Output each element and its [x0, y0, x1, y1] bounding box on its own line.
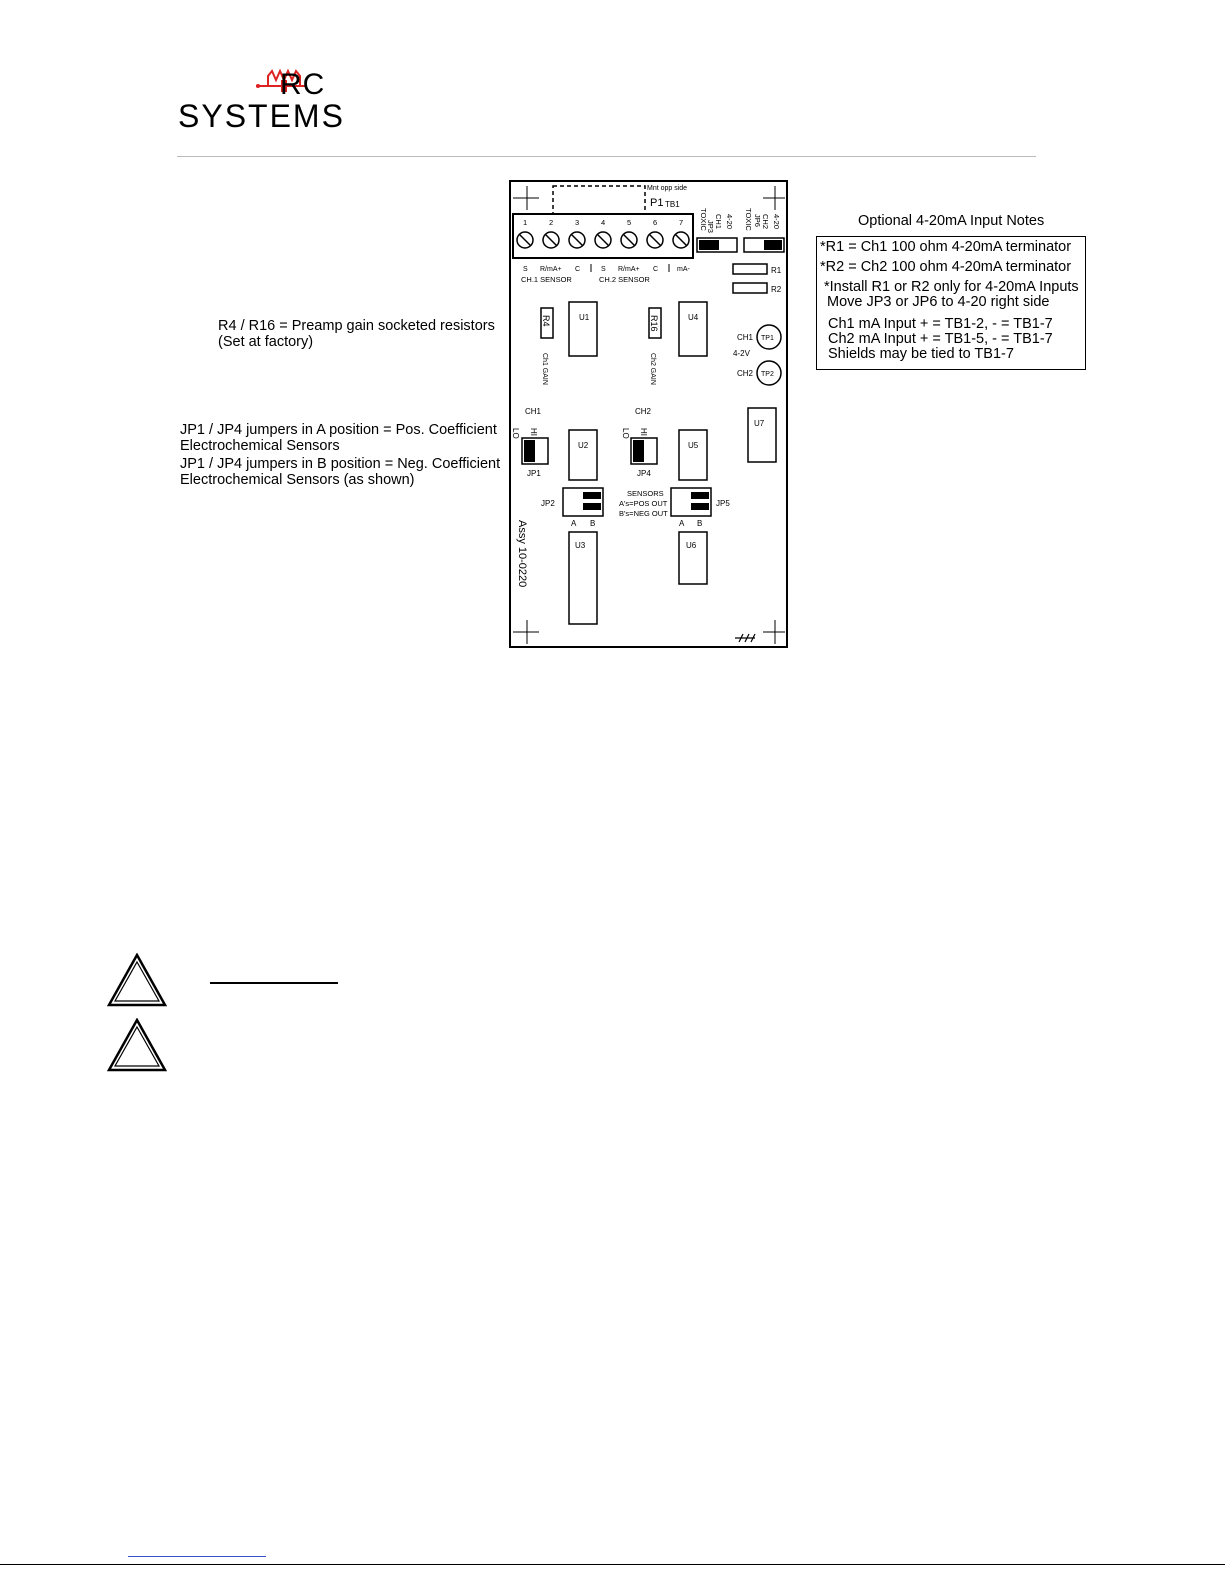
- logo-rc-text: RC: [280, 68, 326, 101]
- terminal-number: 1: [523, 218, 528, 227]
- logo-systems-text: SYSTEMS: [178, 98, 345, 134]
- r1-label: R1: [771, 266, 782, 275]
- term-label: S: [523, 266, 528, 273]
- jp3-ch1-label: CH1: [714, 214, 723, 230]
- term-label: C: [575, 266, 581, 273]
- heading-underline: [210, 982, 338, 984]
- sensors-neg: B's=NEG OUT: [619, 509, 668, 518]
- note-line: *R2 = Ch2 100 ohm 4-20mA terminator: [820, 259, 1072, 275]
- tp2-ch2-label: CH2: [737, 369, 754, 378]
- jp6-toxic-label: TOXIC: [744, 208, 753, 231]
- tp1-label: TP1: [761, 335, 774, 342]
- r2-label: R2: [771, 285, 782, 294]
- jp1-lo-label: LO: [511, 428, 520, 439]
- jp-b-note-line-2: Electrochemical Sensors (as shown): [180, 472, 415, 488]
- p1-label: P1: [650, 197, 664, 209]
- term-label: mA-: [677, 266, 690, 273]
- r4-label: R4: [541, 315, 551, 327]
- input-notes-title: Optional 4-20mA Input Notes: [858, 213, 1045, 229]
- gain-note-line-2: (Set at factory): [218, 334, 314, 350]
- jp4-lo-label: LO: [621, 428, 630, 439]
- r1-resistor: [733, 264, 767, 274]
- jp5-label: JP5: [716, 499, 730, 508]
- jp4-hi-label: HI: [639, 428, 648, 436]
- jp-a-note-line-2: Electrochemical Sensors: [180, 438, 340, 454]
- u5-label: U5: [688, 441, 699, 450]
- term-label: R/mA+: [540, 266, 562, 273]
- note-line: Move JP3 or JP6 to 4-20 right side: [827, 294, 1050, 310]
- v42-label: 4-2V: [733, 349, 750, 358]
- jp1-label: JP1: [527, 469, 541, 478]
- footer-link-underline[interactable]: [128, 1556, 266, 1557]
- note-line: Ch2 mA Input + = TB1-5, - = TB1-7: [828, 331, 1053, 347]
- u7-chip: [748, 408, 776, 462]
- jp4-label: JP4: [637, 469, 651, 478]
- note-line: Ch1 mA Input + = TB1-2, - = TB1-7: [828, 316, 1053, 332]
- ch2-gain-label: Ch2 GAIN: [649, 353, 656, 385]
- footer-divider: [0, 1564, 1225, 1565]
- jp1-ch1-label: CH1: [525, 407, 542, 416]
- term-label: S: [601, 266, 606, 273]
- jp4-ch2-label: CH2: [635, 407, 652, 416]
- sensors-title: SENSORS: [627, 489, 664, 498]
- jp-a-note-line-1: JP1 / JP4 jumpers in A position = Pos. Coefficient: [180, 422, 497, 438]
- terminal-number: 6: [653, 218, 658, 227]
- header-divider: [177, 156, 1036, 157]
- mnt-label: Mnt opp side: [647, 185, 688, 192]
- sensors-pos: A's=POS OUT: [619, 499, 668, 508]
- terminal-number: 4: [601, 218, 606, 227]
- term-label: R/mA+: [618, 266, 640, 273]
- terminal-number: 3: [575, 218, 580, 227]
- jp5-a-label: A: [679, 519, 685, 528]
- assy-label: Assy 10-0220: [516, 520, 528, 588]
- note-line: *Install R1 or R2 only for 4-20mA Inputs: [824, 279, 1079, 295]
- circuit-board-diagram: [509, 180, 788, 648]
- gain-note-line-1: R4 / R16 = Preamp gain socketed resistors: [218, 318, 495, 334]
- r16-label: R16: [649, 315, 659, 332]
- r2-resistor: [733, 283, 767, 293]
- u1-label: U1: [579, 313, 590, 322]
- term-label: C: [653, 266, 659, 273]
- tp1-ch1-label: CH1: [737, 333, 754, 342]
- jp6-label: JP6: [753, 214, 762, 227]
- tp2-label: TP2: [761, 371, 774, 378]
- note-line: Shields may be tied to TB1-7: [828, 346, 1014, 362]
- u4-chip: [679, 302, 707, 356]
- jp5-b-label: B: [697, 519, 703, 528]
- svg-text:TOXIC: TOXIC: [699, 208, 708, 231]
- warning-triangle-icon: [107, 953, 167, 1007]
- u4-label: U4: [688, 313, 699, 322]
- u1-chip: [569, 302, 597, 356]
- ch1-sensor-label: CH.1 SENSOR: [521, 275, 572, 284]
- terminal-number: 7: [679, 218, 684, 227]
- input-notes-box: [816, 236, 1086, 370]
- u5-chip: [679, 430, 707, 480]
- jp2-label: JP2: [541, 499, 555, 508]
- tb1-label: TB1: [665, 200, 680, 209]
- u6-label: U6: [686, 541, 697, 550]
- jp1-hi-label: HI: [529, 428, 538, 436]
- terminal-number: 2: [549, 218, 554, 227]
- jp3-label: JP3: [706, 220, 715, 233]
- ch2-sensor-label: CH.2 SENSOR: [599, 275, 650, 284]
- u7-label: U7: [754, 419, 765, 428]
- jp6-420-label: 4-20: [772, 214, 781, 230]
- u3-label: U3: [575, 541, 586, 550]
- warning-triangle-icon: [107, 1018, 167, 1072]
- jp2-b-label: B: [590, 519, 596, 528]
- gain-note: [218, 318, 495, 350]
- ch1-gain-label: Ch1 GAIN: [541, 353, 548, 385]
- u6-chip: [679, 532, 707, 584]
- jp-b-note: [180, 456, 500, 488]
- jp2-a-label: A: [571, 519, 577, 528]
- jp3-420-label: 4-20: [725, 214, 734, 230]
- jp6-ch2-label: CH2: [761, 214, 770, 230]
- jp-b-note-line-1: JP1 / JP4 jumpers in B position = Neg. Coefficient: [180, 456, 501, 472]
- rc-systems-logo: [178, 68, 368, 132]
- u2-chip: [569, 430, 597, 480]
- jp-a-note: [180, 422, 497, 454]
- u2-label: U2: [578, 441, 589, 450]
- terminal-number: 5: [627, 218, 632, 227]
- note-line: *R1 = Ch1 100 ohm 4-20mA terminator: [820, 239, 1072, 255]
